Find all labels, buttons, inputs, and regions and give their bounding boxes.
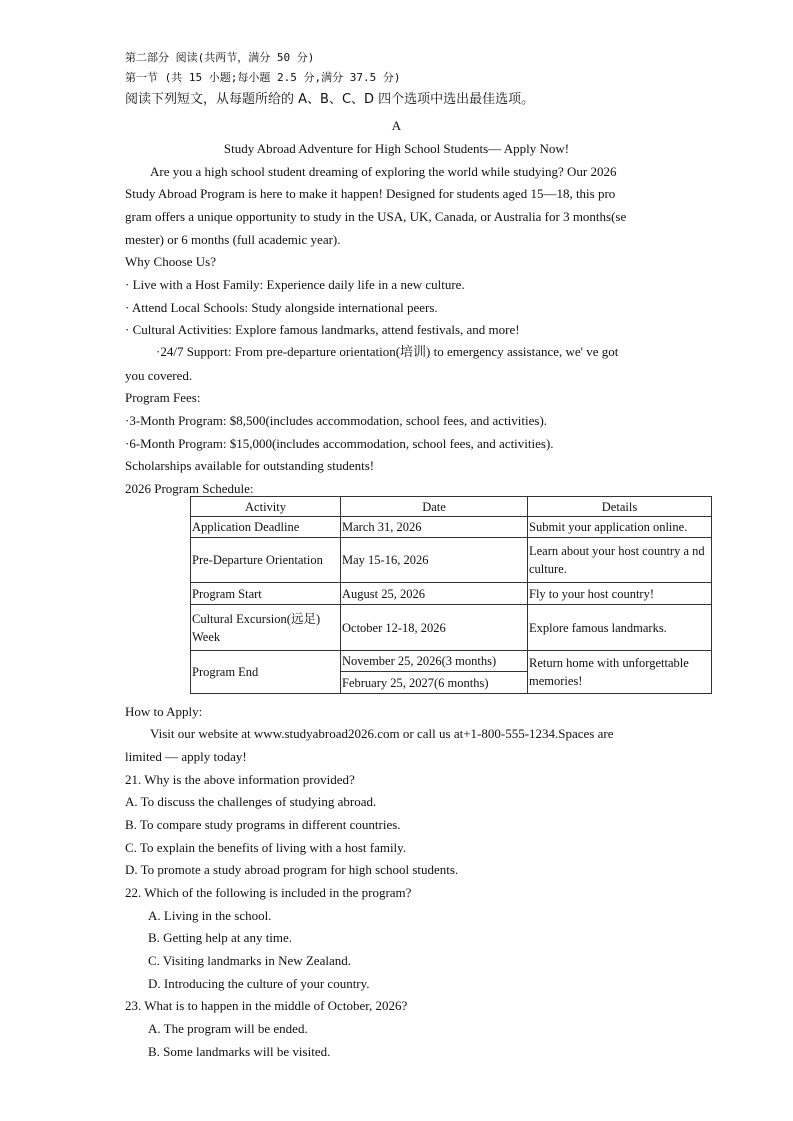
fee-item: ·6-Month Program: $15,000(includes accommodation, school fees, and activities). <box>125 436 554 451</box>
answer-option: C. To explain the benefits of living with a host family. <box>125 840 407 855</box>
instruction: 阅读下列短文，从每题所给的 A、B、C、D 四个选项中选出最佳选项。 <box>125 92 535 107</box>
answer-option: C. Visiting landmarks in New Zealand. <box>148 953 351 968</box>
activity-cell: Pre-Departure Orientation <box>191 538 341 583</box>
schedule-heading: 2026 Program Schedule: <box>125 481 254 496</box>
column-header: Activity <box>191 497 341 517</box>
schedule-table <box>190 496 712 694</box>
date-cell: November 25, 2026(3 months) <box>341 651 528 672</box>
details-cell: Return home with unforgettable memories! <box>528 651 712 694</box>
answer-option: D. To promote a study abroad program for high school students. <box>125 862 459 877</box>
fee-item: Scholarships available for outstanding students! <box>125 458 375 473</box>
why-item: you covered. <box>125 368 193 383</box>
why-item: · Live with a Host Family: Experience daily life in a new culture. <box>125 277 465 292</box>
answer-option: D. Introducing the culture of your country. <box>148 976 370 991</box>
date-cell: May 15-16, 2026 <box>341 538 528 583</box>
activity-cell: Application Deadline <box>191 517 341 538</box>
answer-option: A. To discuss the challenges of studying abroad. <box>125 794 377 809</box>
table-row <box>191 583 712 605</box>
details-cell: Explore famous landmarks. <box>528 605 712 651</box>
intro-line: gram offers a unique opportunity to study in the USA, UK, Canada, or Australia for 3 months(se <box>125 209 627 224</box>
activity-cell: Program End <box>191 651 341 694</box>
table-row <box>191 605 712 651</box>
column-header: Date <box>341 497 528 517</box>
table-row <box>191 538 712 583</box>
date-cell: August 25, 2026 <box>341 583 528 605</box>
section-header: 第一节 (共 15 小题;每小题 2.5 分,满分 37.5 分) <box>125 71 401 84</box>
column-header: Details <box>528 497 712 517</box>
date-cell: March 31, 2026 <box>341 517 528 538</box>
table-row <box>191 651 712 672</box>
answer-option: B. Getting help at any time. <box>148 930 293 945</box>
passage-title: Study Abroad Adventure for High School Students— Apply Now! <box>223 141 570 156</box>
answer-option: A. The program will be ended. <box>148 1021 308 1036</box>
table-row <box>191 517 712 538</box>
question-stem: 21. Why is the above information provided? <box>125 772 355 787</box>
apply-line: Visit our website at www.studyabroad2026.com or call us at+1-800-555-1234.Spaces are <box>150 726 614 741</box>
details-cell: Fly to your host country! <box>528 583 712 605</box>
fees-heading: Program Fees: <box>125 390 201 405</box>
question-stem: 22. Which of the following is included in the program? <box>125 885 412 900</box>
passage-letter: A <box>391 118 402 133</box>
details-cell: Learn about your host country a nd culture. <box>528 538 712 583</box>
apply-heading: How to Apply: <box>125 704 203 719</box>
why-heading: Why Choose Us? <box>125 254 216 269</box>
answer-option: A. Living in the school. <box>148 908 272 923</box>
why-item: · Attend Local Schools: Study alongside international peers. <box>125 300 438 315</box>
answer-option: B. To compare study programs in different countries. <box>125 817 401 832</box>
intro-line: Are you a high school student dreaming of exploring the world while studying? Our 2026 <box>150 164 617 179</box>
date-cell: February 25, 2027(6 months) <box>341 672 528 694</box>
question-stem: 23. What is to happen in the middle of October, 2026? <box>125 998 408 1013</box>
why-item: · Cultural Activities: Explore famous landmarks, attend festivals, and more! <box>125 322 520 337</box>
fee-item: ·3-Month Program: $8,500(includes accommodation, school fees, and activities). <box>125 413 548 428</box>
activity-cell: Program Start <box>191 583 341 605</box>
activity-cell: Cultural Excursion(远足) Week <box>191 605 341 651</box>
table-header-row <box>191 497 712 517</box>
part-header: 第二部分 阅读(共两节，满分 50 分) <box>125 51 315 64</box>
why-item: ·24/7 Support: From pre-departure orientation(培训) to emergency assistance, we' ve got <box>156 344 619 359</box>
intro-line: mester) or 6 months (full academic year). <box>125 232 341 247</box>
answer-option: B. Some landmarks will be visited. <box>148 1044 331 1059</box>
date-cell: October 12-18, 2026 <box>341 605 528 651</box>
details-cell: Submit your application online. <box>528 517 712 538</box>
intro-line: Study Abroad Program is here to make it happen! Designed for students aged 15—18, this pro <box>125 186 616 201</box>
apply-line: limited — apply today! <box>125 749 247 764</box>
